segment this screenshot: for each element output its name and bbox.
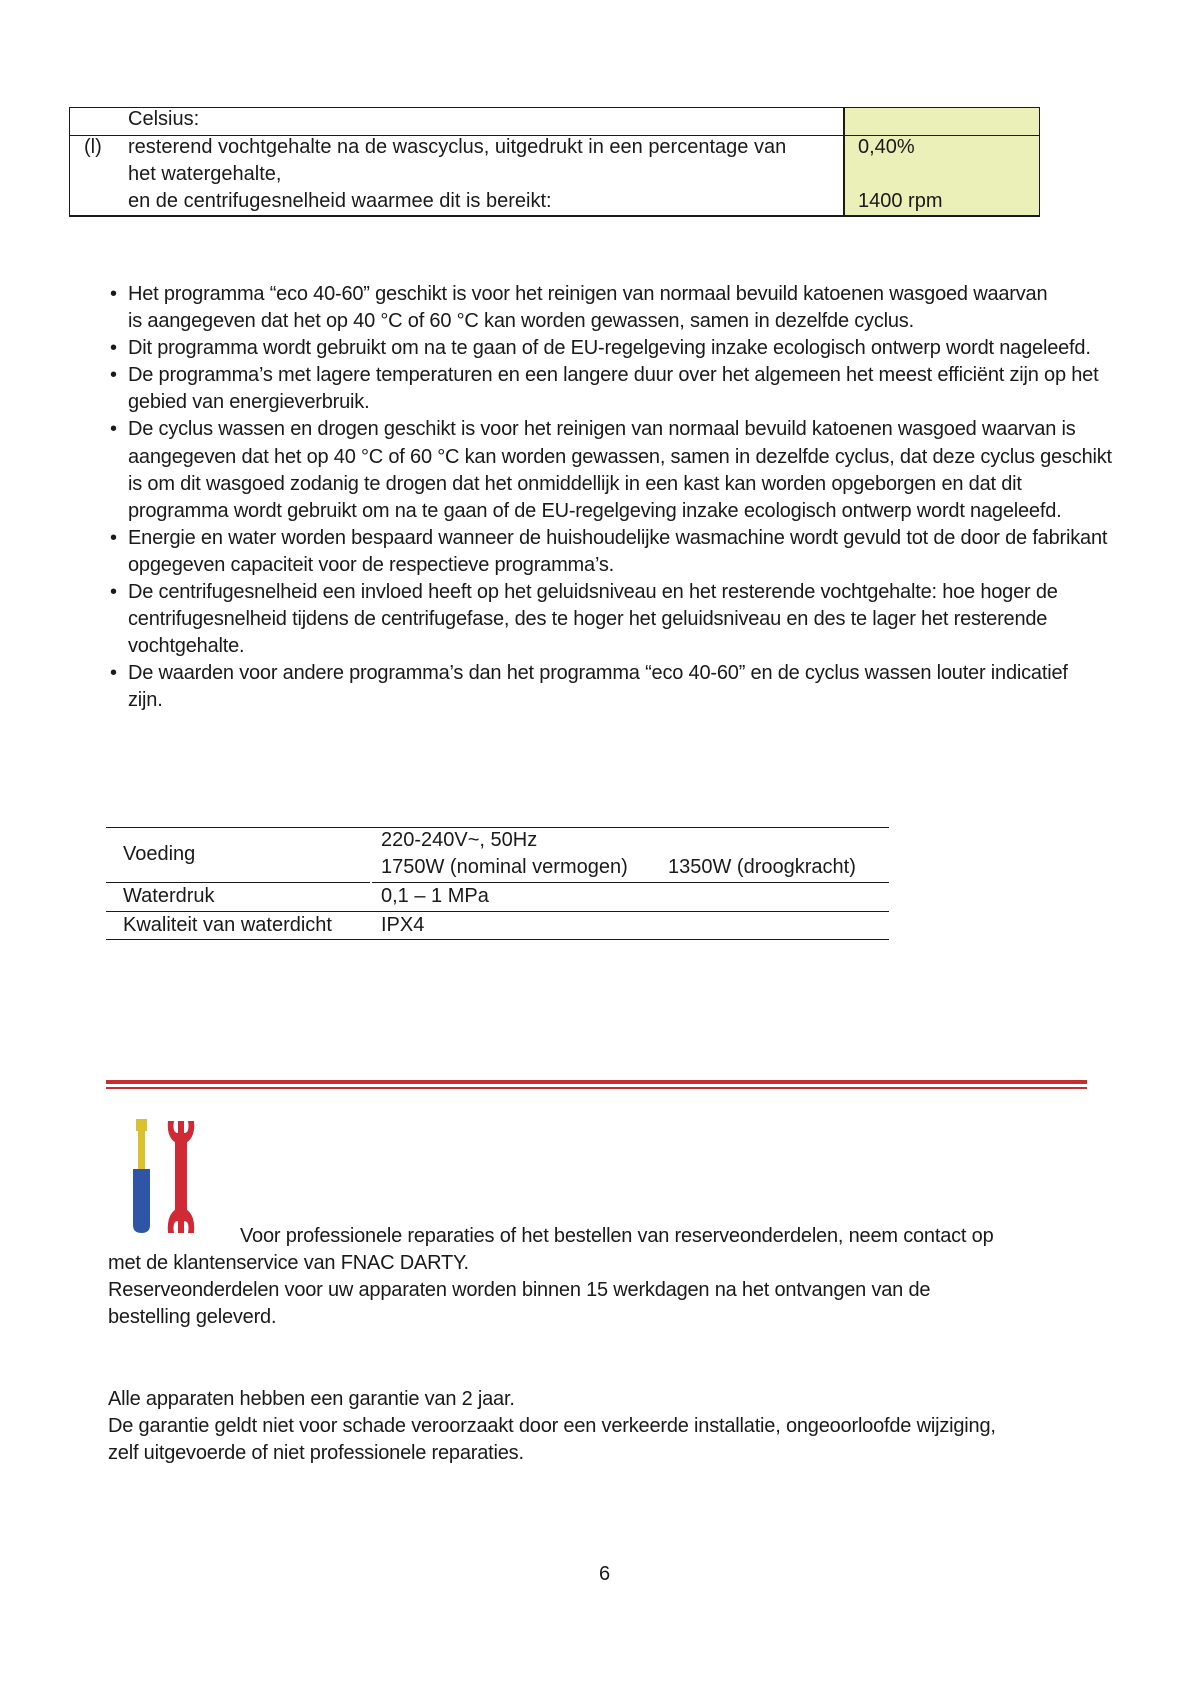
bullet-item: • De centrifugesnelheid een invloed heeft op het geluidsniveau en het resterende vochtgehalte: hoe hoger de centrifugesnelheid tijdens de centrifugefase, des te hoger het geluidsniveau en des te lager het resterende vochtgehalte.: [110, 579, 1103, 660]
spin-speed-value: 1400 rpm: [858, 190, 943, 212]
spec-value-voltage: 220-240V~, 50Hz: [381, 829, 538, 851]
info-bullet-list: [110, 281, 1110, 715]
spec-value-drying-power: 1350W (droogkracht): [668, 856, 856, 878]
service-text-line2: met de klantenservice van FNAC DARTY.: [108, 1252, 469, 1274]
row-l-marker: (l): [84, 136, 102, 158]
warranty-text-line1: Alle apparaten hebben een garantie van 2 jaar.: [108, 1388, 515, 1410]
spec-value-nominal-power: 1750W (nominal vermogen): [381, 856, 628, 878]
warranty-text-line3: zelf uitgevoerde of niet professionele reparaties.: [108, 1442, 524, 1464]
energy-label-table: [69, 107, 1040, 217]
section-divider-thin: [106, 1087, 1087, 1089]
tools-icon: [128, 1117, 208, 1235]
bullet-item: • De programma’s met lagere temperaturen en een langere duur over het algemeen het meest efficiënt zijn op het gebied van energieverbruik.: [110, 362, 1113, 416]
bullet-item: • De cyclus wassen en drogen geschikt is voor het reinigen van normaal bevuild katoenen wasgoed waarvan is aangegeven dat het op 40 °C of 60 °C kan worden gewassen, samen in dezelfde cyclus, dat deze cyclus geschikt is om dit wasgoed zodanig te drogen dat het onmiddellijk in een kast kan worden opgeborgen en dat dit programma wordt gebruikt om na te gaan of de EU-regelgeving inzake ecologisch ontwerp wordt nageleefd.: [110, 416, 1118, 524]
section-divider-thick: [106, 1080, 1087, 1084]
spec-label-waterdicht: Kwaliteit van waterdicht: [123, 914, 332, 936]
row-l-label-line2: het watergehalte,: [128, 163, 282, 185]
bullet-item: • Energie en water worden bespaard wanneer de huishoudelijke wasmachine wordt gevuld tot de door de fabrikant opgegeven capaciteit voor de respectieve programma’s.: [110, 525, 1108, 579]
spec-label-waterdruk: Waterdruk: [123, 885, 215, 907]
spec-label-voeding: Voeding: [123, 843, 196, 865]
row-celsius-label: Celsius:: [128, 108, 200, 130]
row-l-label-line3: en de centrifugesnelheid waarmee dit is bereikt:: [128, 190, 552, 212]
bullet-item: • Het programma “eco 40-60” geschikt is voor het reinigen van normaal bevuild katoenen wasgoed waarvan is aangegeven dat het op 40 °C of 60 °C kan worden gewassen, samen in dezelfde cyclus.: [110, 281, 1058, 335]
table-rule: [106, 939, 889, 940]
spec-value-waterdicht: IPX4: [381, 914, 425, 936]
service-text-line3: Reserveonderdelen voor uw apparaten worden binnen 15 werkdagen na het ontvangen van de: [108, 1279, 931, 1301]
service-text-line1: Voor professionele reparaties of het bestellen van reserveonderdelen, neem contact op: [240, 1225, 994, 1247]
bullet-item: • De waarden voor andere programma’s dan het programma “eco 40-60” en de cyclus wassen louter indicatief zijn.: [110, 660, 1078, 714]
warranty-text-line2: De garantie geldt niet voor schade veroorzaakt door een verkeerde installatie, ongeoorloofde wijziging,: [108, 1415, 996, 1437]
row-l-label-line1: resterend vochtgehalte na de wascyclus, uitgedrukt in een percentage van: [128, 136, 787, 158]
bullet-item: • Dit programma wordt gebruikt om na te gaan of de EU-regelgeving inzake ecologisch ontwerp wordt nageleefd.: [110, 335, 1103, 362]
moisture-value: 0,40%: [858, 136, 915, 158]
page-number: 6: [599, 1563, 611, 1585]
spec-value-waterdruk: 0,1 – 1 MPa: [381, 885, 489, 907]
service-text-line4: bestelling geleverd.: [108, 1306, 277, 1328]
